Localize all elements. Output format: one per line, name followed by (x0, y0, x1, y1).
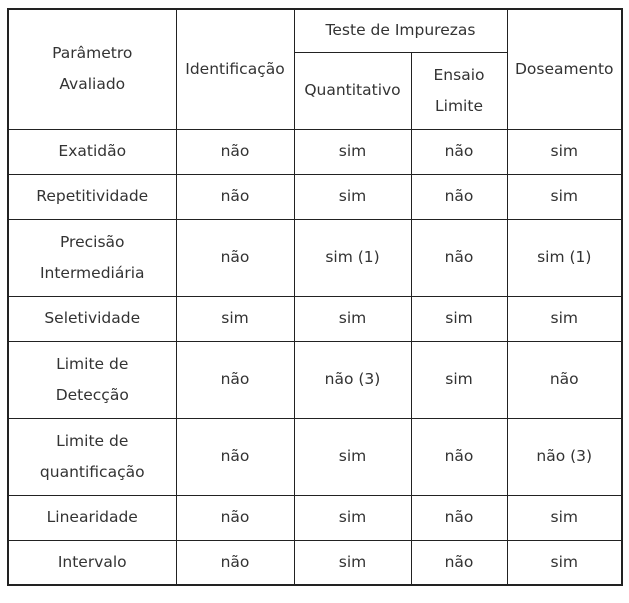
table-body (8, 9, 622, 585)
header-ensaio-limite (411, 52, 507, 129)
param-label-line: quantificação (39, 462, 145, 481)
param-label-line: Intervalo (57, 552, 127, 571)
param-cell (8, 174, 176, 219)
cell-doseamento: sim (507, 540, 622, 585)
param-label-line: Limite de (56, 431, 129, 450)
param-label-line: Detecção (55, 385, 129, 404)
param-cell (8, 540, 176, 585)
header-parametro-line-1: Parâmetro (52, 44, 133, 63)
param-cell (8, 495, 176, 540)
cell-quantitativo: não (3) (294, 341, 411, 418)
cell-identificacao: não (176, 129, 294, 174)
cell-ensaio-limite: sim (411, 296, 507, 341)
table-row (8, 219, 622, 296)
validation-parameters-table (7, 8, 623, 586)
header-identificacao: Identificação (176, 9, 294, 129)
param-cell (8, 341, 176, 418)
table-row (8, 495, 622, 540)
param-label-line: Intermediária (39, 263, 145, 282)
cell-identificacao: não (176, 219, 294, 296)
table-row (8, 341, 622, 418)
cell-doseamento: não (507, 341, 622, 418)
cell-quantitativo: sim (1) (294, 219, 411, 296)
cell-identificacao: não (176, 174, 294, 219)
cell-doseamento: sim (507, 174, 622, 219)
table-row (8, 418, 622, 495)
cell-identificacao: não (176, 418, 294, 495)
param-label-line: Limite de (56, 354, 129, 373)
cell-doseamento: não (3) (507, 418, 622, 495)
cell-identificacao: não (176, 540, 294, 585)
header-parametro-avaliado (8, 9, 176, 129)
header-teste-impurezas: Teste de Impurezas (294, 9, 507, 52)
header-quantitativo: Quantitativo (294, 52, 411, 129)
param-cell (8, 296, 176, 341)
cell-doseamento: sim (507, 296, 622, 341)
cell-ensaio-limite: não (411, 219, 507, 296)
cell-identificacao: não (176, 495, 294, 540)
cell-doseamento: sim (507, 129, 622, 174)
cell-quantitativo: sim (294, 174, 411, 219)
header-doseamento: Doseamento (507, 9, 622, 129)
param-cell (8, 418, 176, 495)
param-label-line: Exatidão (58, 142, 127, 160)
param-label-line: Linearidade (46, 508, 138, 526)
header-ensaio-limite-line-1: Ensaio (433, 65, 485, 84)
table-row (8, 174, 622, 219)
cell-ensaio-limite: não (411, 174, 507, 219)
table-row (8, 129, 622, 174)
header-row-top (8, 9, 622, 52)
param-label-line: Repetitividade (36, 187, 149, 205)
param-label-line: Precisão (59, 232, 125, 251)
cell-ensaio-limite: não (411, 418, 507, 495)
cell-quantitativo: sim (294, 495, 411, 540)
table-row (8, 296, 622, 341)
cell-quantitativo: sim (294, 129, 411, 174)
cell-ensaio-limite: não (411, 129, 507, 174)
cell-ensaio-limite: não (411, 495, 507, 540)
param-cell (8, 219, 176, 296)
header-parametro-line-2: Avaliado (59, 75, 126, 94)
cell-doseamento: sim (1) (507, 219, 622, 296)
header-ensaio-limite-line-2: Limite (435, 96, 483, 115)
cell-identificacao: não (176, 341, 294, 418)
cell-quantitativo: sim (294, 296, 411, 341)
table-row (8, 540, 622, 585)
cell-quantitativo: sim (294, 418, 411, 495)
cell-ensaio-limite: sim (411, 341, 507, 418)
param-cell (8, 129, 176, 174)
cell-doseamento: sim (507, 495, 622, 540)
cell-ensaio-limite: não (411, 540, 507, 585)
cell-quantitativo: sim (294, 540, 411, 585)
validation-table-container (7, 8, 623, 586)
cell-identificacao: sim (176, 296, 294, 341)
param-label-line: Seletividade (44, 309, 141, 327)
